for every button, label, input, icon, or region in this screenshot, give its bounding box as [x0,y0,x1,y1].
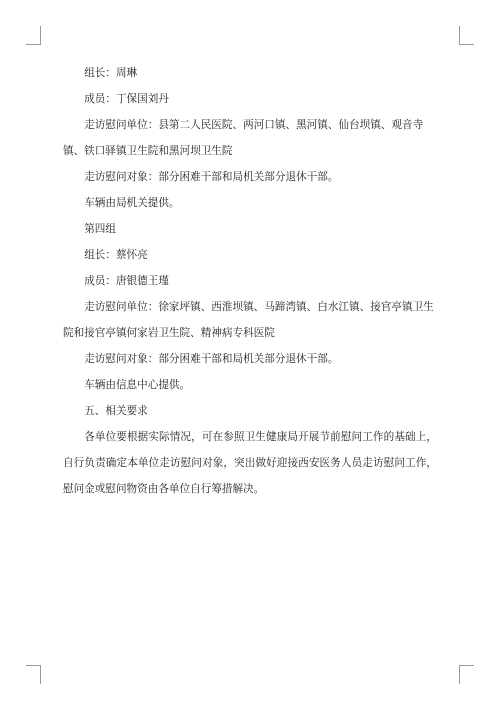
group-members-line: 成员：唐银德王瑾 [84,275,169,287]
group-members-line: 成员：丁保国刘丹 [84,93,169,105]
crop-mark-bottom-left [26,665,41,684]
visit-units-paragraph: 走访慰问单位：徐家坪镇、西淮坝镇、马蹄湾镇、白水江镇、接官亭镇卫生院和接官亭镇何家岩卫生院、精神病专科医院 [63,301,434,339]
group-leader-line: 组长：蔡怀亮 [84,249,148,261]
section-heading-requirements: 五、相关要求 [84,405,148,417]
vehicle-line: 车辆由局机关提供。 [84,197,180,209]
requirements-paragraph: 各单位要根据实际情况，可在参照卫生健康局开展节前慰问工作的基础上，自行负责确定本单位走访慰问对象，突出做好迎接西安医务人员走访慰问工作，慰问金或慰问物资由各单位自行筹措解决。 [63,431,437,495]
visit-targets-line: 走访慰问对象：部分困难干部和局机关部分退休干部。 [84,171,339,183]
document-body [63,60,437,502]
crop-mark-top-right [459,26,474,45]
crop-mark-top-left [26,26,41,45]
visit-targets-line: 走访慰问对象：部分困难干部和局机关部分退休干部。 [84,353,339,365]
crop-mark-bottom-right [459,665,474,684]
group-four-heading: 第四组 [84,223,116,235]
group-leader-line: 组长：周琳 [84,67,138,79]
visit-units-paragraph: 走访慰问单位：县第二人民医院、两河口镇、黑河镇、仙台坝镇、观音寺镇、铁口驿镇卫生院和黑河坝卫生院 [63,119,424,157]
vehicle-line: 车辆由信息中心提供。 [84,379,191,391]
